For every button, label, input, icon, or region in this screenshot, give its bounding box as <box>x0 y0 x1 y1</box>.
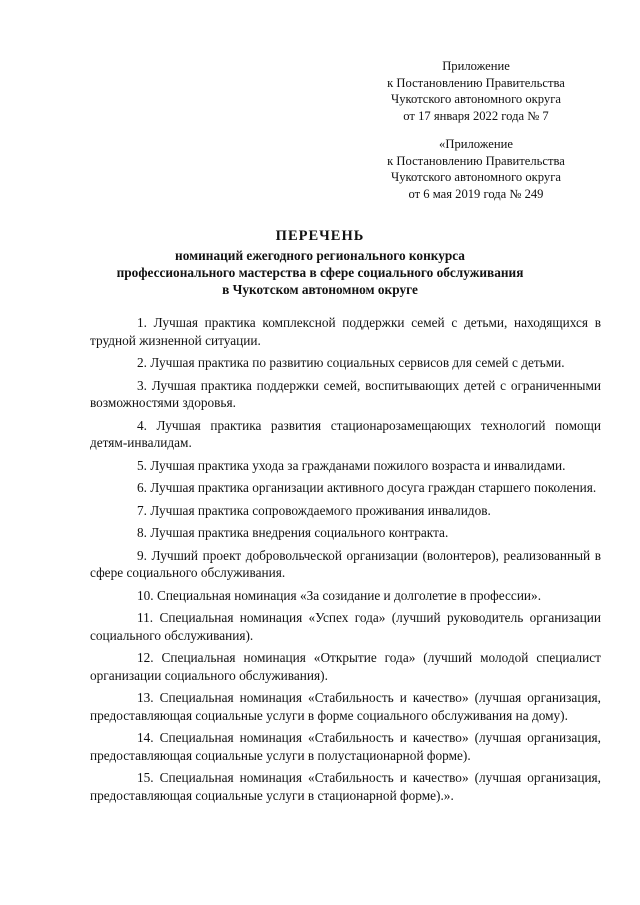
document-subtitle-line: профессионального мастерства в сфере социального обслуживания <box>116 265 524 280</box>
appendix-line: Чукотского автономного округа <box>391 92 561 106</box>
appendix-line: к Постановлению Правительства <box>387 75 565 90</box>
nomination-item: 5. Лучшая практика ухода за гражданами пожилого возраста и инвалидами. <box>137 457 566 473</box>
nomination-item: 7. Лучшая практика сопровождаемого проживания инвалидов. <box>137 502 491 518</box>
nomination-item: 13. Специальная номинация «Стабильность и качество» (лучшая организация, предоставляющая социальные услуги в форме социального обслуживания на дому). <box>90 690 601 723</box>
document-title: ПЕРЕЧЕНЬ <box>275 228 365 244</box>
appendix-line: Приложение <box>442 59 510 73</box>
document-subtitle-line: в Чукотском автономном округе <box>222 282 418 297</box>
appendix-header-current <box>360 58 592 124</box>
nomination-item: 1. Лучшая практика комплексной поддержки семей с детьми, находящихся в трудной жизненной ситуации. <box>90 315 601 348</box>
nomination-item: 11. Специальная номинация «Успех года» (лучший руководитель организации социального обслуживания). <box>90 610 601 643</box>
nomination-item: 4. Лучшая практика развития стационарозамещающих технологий помощи детям-инвалидам. <box>90 417 601 450</box>
nomination-item: 2. Лучшая практика по развитию социальных сервисов для семей с детьми. <box>137 355 565 370</box>
appendix-line: Чукотского автономного округа <box>391 170 561 184</box>
document-subtitle-line: номинаций ежегодного регионального конкурса <box>175 248 465 263</box>
appendix-line: от 17 января 2022 года № 7 <box>403 108 549 123</box>
nomination-item: 14. Специальная номинация «Стабильность и качество» (лучшая организация, предоставляющая социальные услуги в полустационарной форме). <box>90 730 601 763</box>
appendix-line: к Постановлению Правительства <box>387 153 565 168</box>
nomination-item: 12. Специальная номинация «Открытие года» (лучший молодой специалист организации социального обслуживания). <box>90 650 601 683</box>
nomination-list <box>90 314 601 809</box>
nomination-item: 8. Лучшая практика внедрения социального контракта. <box>137 525 449 540</box>
nomination-item: 10. Специальная номинация «За созидание и долголетие в профессии». <box>137 587 542 603</box>
nomination-item: 3. Лучшая практика поддержки семей, воспитывающих детей с ограниченными возможностями здоровья. <box>90 377 601 410</box>
appendix-line: «Приложение <box>439 137 513 151</box>
nomination-item: 9. Лучший проект добровольческой организации (волонтеров), реализованный в сфере социального обслуживания. <box>90 547 601 580</box>
appendix-line: от 6 мая 2019 года № 249 <box>408 186 544 201</box>
nomination-item: 6. Лучшая практика организации активного досуга граждан старшего поколения. <box>137 480 597 495</box>
appendix-header-original <box>360 136 592 202</box>
nomination-item: 15. Специальная номинация «Стабильность и качество» (лучшая организация, предоставляющая социальные услуги в стационарной форме).». <box>90 770 601 803</box>
